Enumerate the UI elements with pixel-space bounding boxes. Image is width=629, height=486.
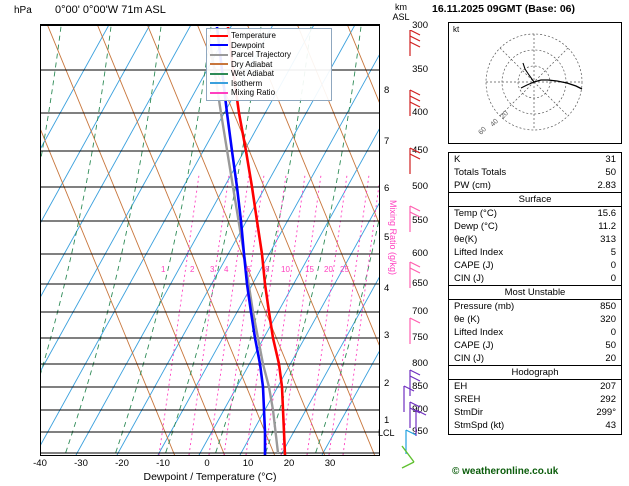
table-row [449, 220, 621, 233]
table-row [449, 179, 621, 192]
table-row [449, 313, 621, 326]
table-row [449, 352, 621, 365]
row-value: 0 [610, 327, 616, 338]
pressure-unit-label: hPa [14, 5, 32, 16]
legend-item [210, 79, 328, 89]
table-row [449, 419, 621, 434]
row-value: 292 [600, 394, 616, 405]
mixing-ratio-value: 6 [246, 265, 251, 274]
row-label: Pressure (mb) [454, 301, 515, 312]
legend-item [210, 88, 328, 98]
km-tick: 2 [384, 378, 390, 389]
row-label: StmSpd (kt) [454, 420, 505, 431]
row-value: 207 [600, 381, 616, 392]
y-tick: 650 [412, 278, 428, 289]
row-value: 15.6 [597, 208, 616, 219]
y-tick: 800 [412, 358, 428, 369]
legend-label: Dewpoint [231, 40, 265, 50]
row-label: Temp (°C) [454, 208, 497, 219]
table-row [449, 153, 621, 166]
legend-label: Wet Adiabat [231, 69, 274, 78]
row-value: 31 [605, 154, 616, 165]
y-tick: 900 [412, 404, 428, 415]
y-tick: 950 [412, 426, 428, 437]
row-label: θe (K) [454, 314, 480, 325]
row-label: StmDir [454, 407, 484, 418]
y-tick: 700 [412, 306, 428, 317]
credit-label: © weatheronline.co.uk [452, 466, 559, 477]
row-value: 43 [605, 420, 616, 431]
table-row [449, 233, 621, 246]
hodograph-section-title: Hodograph [449, 365, 621, 380]
row-value: 50 [605, 167, 616, 178]
table-row [449, 272, 621, 285]
km-tick: 7 [384, 136, 390, 147]
y-tick: 350 [412, 64, 428, 75]
km-tick: 4 [384, 283, 390, 294]
mixing-ratio-value: 1 [161, 265, 166, 274]
row-label: θe(K) [454, 234, 478, 245]
table-row [449, 326, 621, 339]
mixing-ratio-axis-label: Mixing Ratio (g/kg) [388, 200, 398, 276]
table-row [449, 246, 621, 259]
x-tick: -40 [33, 458, 47, 469]
y-tick: 500 [412, 181, 428, 192]
x-tick: -10 [156, 458, 170, 469]
mixing-ratio-value: 20 [324, 265, 333, 274]
row-label: Lifted Index [454, 327, 504, 338]
km-tick: 5 [384, 232, 390, 243]
row-value: 20 [605, 353, 616, 364]
table-row [449, 393, 621, 406]
table-row [449, 166, 621, 179]
hodograph-svg [449, 23, 619, 141]
legend-label: Mixing Ratio [231, 88, 276, 97]
row-label: K [454, 154, 461, 165]
wind-barb-column [396, 30, 430, 470]
row-label: CAPE (J) [454, 340, 494, 351]
mixing-ratio-value: 25 [340, 265, 349, 274]
row-label: EH [454, 381, 468, 392]
row-value: 313 [600, 234, 616, 245]
y-tick: 600 [412, 248, 428, 259]
x-tick: 20 [283, 458, 295, 469]
row-value: 0 [610, 260, 616, 271]
km-tick: 1 [384, 415, 390, 426]
row-value: 320 [600, 314, 616, 325]
svg-text:20: 20 [499, 109, 510, 121]
table-row [449, 380, 621, 393]
x-tick: 10 [242, 458, 254, 469]
x-axis-title: Dewpoint / Temperature (°C) [143, 471, 277, 483]
hodograph-unit-label: kt [453, 25, 460, 34]
row-label: CAPE (J) [454, 260, 494, 271]
table-row [449, 339, 621, 352]
y-tick: 750 [412, 332, 428, 343]
y-tick: 300 [412, 20, 428, 31]
lcl-label: LCL [378, 428, 395, 438]
y-tick: 850 [412, 381, 428, 392]
row-label: Lifted Index [454, 247, 504, 258]
height-unit-label: km ASL [392, 2, 410, 22]
km-tick: 6 [384, 183, 390, 194]
table-row [449, 300, 621, 313]
x-tick: -30 [74, 458, 88, 469]
row-label: CIN (J) [454, 353, 485, 364]
svg-text:40: 40 [489, 117, 500, 129]
table-row [449, 259, 621, 272]
legend-item [210, 50, 328, 60]
row-label: SREH [454, 394, 481, 405]
row-value: 850 [600, 301, 616, 312]
row-value: 5 [610, 247, 616, 258]
hodograph-panel [448, 22, 622, 144]
y-tick: 450 [412, 145, 428, 156]
legend-item [210, 69, 328, 79]
legend-label: Dry Adiabat [231, 59, 273, 69]
row-value: 0 [610, 273, 616, 284]
legend-label: Temperature [231, 31, 276, 40]
indices-tables [448, 152, 622, 435]
mixing-ratio-value: 10 [281, 265, 290, 274]
km-tick: 3 [384, 330, 390, 341]
row-value: 11.2 [598, 221, 616, 232]
legend-label: Parcel Trajectory [231, 50, 292, 59]
legend-label: Isotherm [231, 78, 263, 88]
most-unstable-section-title: Most Unstable [449, 285, 621, 300]
mixing-ratio-value: 3 [210, 265, 215, 274]
y-tick: 400 [412, 107, 428, 118]
x-tick: 0 [204, 458, 210, 469]
mixing-ratio-value: 4 [224, 265, 229, 274]
legend [206, 28, 332, 101]
km-tick: 8 [384, 85, 390, 96]
table-row [449, 207, 621, 220]
row-value: 2.83 [597, 180, 616, 191]
svg-text:60: 60 [477, 125, 488, 137]
row-value: 50 [605, 340, 616, 351]
x-tick: -20 [115, 458, 129, 469]
legend-item [210, 41, 328, 51]
legend-item [210, 60, 328, 70]
mixing-ratio-value: 2 [190, 265, 195, 274]
table-row [449, 406, 621, 419]
mixing-ratio-value: 8 [265, 265, 270, 274]
row-label: Totals Totals [454, 167, 507, 178]
surface-section-title: Surface [449, 192, 621, 207]
legend-item [210, 31, 328, 41]
x-tick: 30 [324, 458, 336, 469]
row-label: Dewp (°C) [454, 221, 498, 232]
station-label: 0°00' 0°00'W 71m ASL [55, 4, 166, 16]
row-label: CIN (J) [454, 273, 485, 284]
mixing-ratio-value: 15 [305, 265, 314, 274]
date-header: 16.11.2025 09GMT (Base: 06) [432, 3, 576, 15]
y-tick: 550 [412, 215, 428, 226]
row-label: PW (cm) [454, 180, 491, 191]
row-value: 299° [596, 407, 616, 418]
